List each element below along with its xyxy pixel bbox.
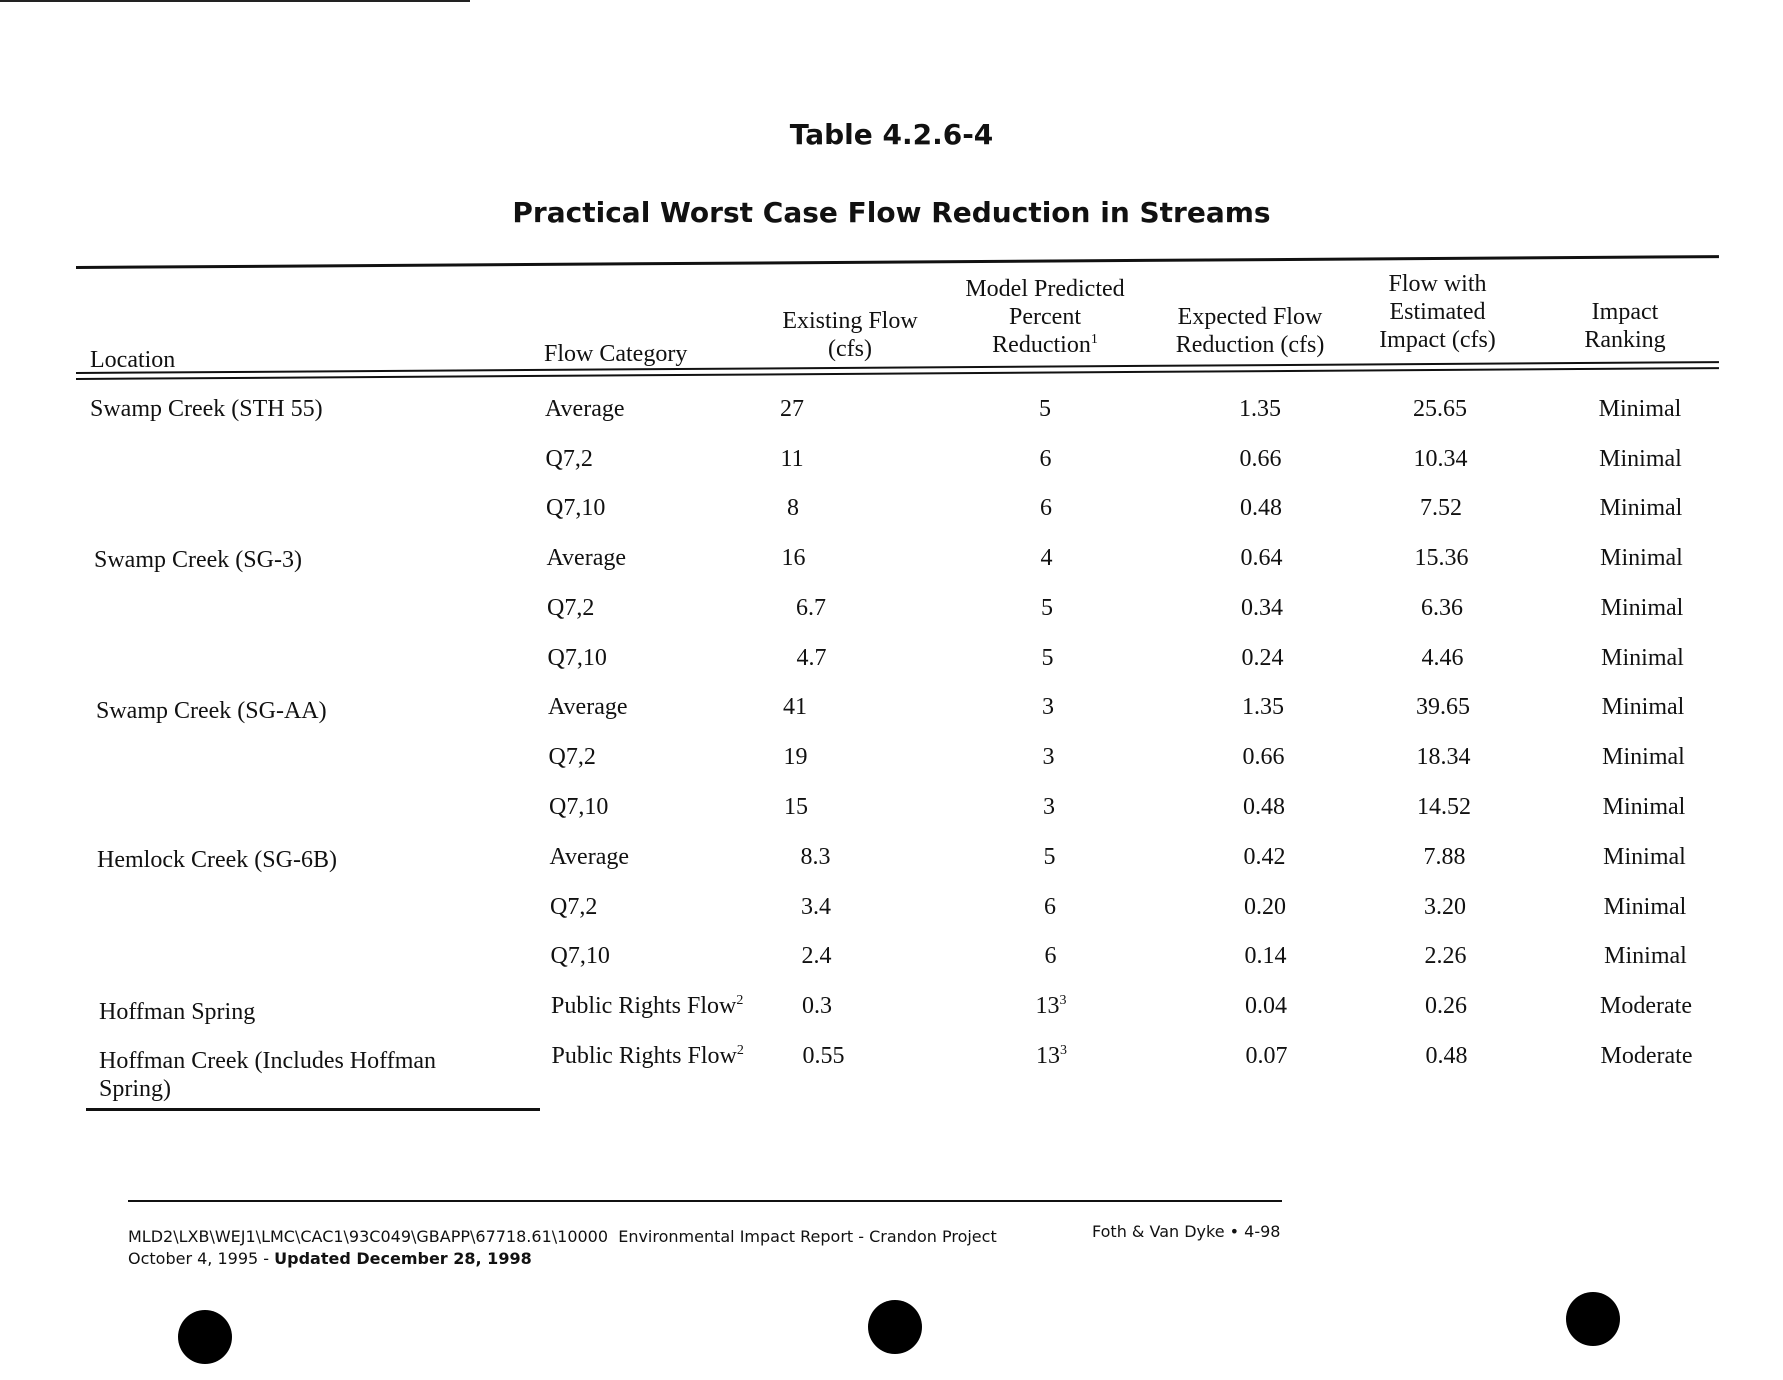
cell-flow-with-impact bbox=[1377, 1042, 1517, 1070]
cell-flow-with-impact bbox=[1376, 992, 1516, 1020]
cell-expected-reduction bbox=[1200, 395, 1320, 423]
cell-expected-reduction-text: 0.48 bbox=[1243, 794, 1285, 821]
cell-impact-ranking-text: Minimal bbox=[1603, 843, 1686, 870]
cell-flow-with-impact-text: 2.26 bbox=[1424, 943, 1467, 970]
footnote-marker-1: 1 bbox=[1090, 332, 1098, 347]
cell-flow-with-impact-text: 0.26 bbox=[1425, 992, 1467, 1019]
cell-expected-reduction bbox=[1202, 594, 1322, 622]
cell-flow-category-text: Public Rights Flow bbox=[551, 992, 737, 1019]
cell-impact-ranking bbox=[1578, 693, 1708, 721]
cell-impact-ranking-text: Minimal bbox=[1602, 794, 1686, 821]
location-hoffman-spring: Hoffman Spring bbox=[99, 999, 256, 1025]
cell-percent-reduction-text: 5 bbox=[1039, 396, 1051, 422]
cell-expected-reduction-text: 0.24 bbox=[1241, 644, 1284, 671]
cell-expected-reduction-text: 0.42 bbox=[1243, 843, 1286, 870]
cell-percent-reduction bbox=[997, 544, 1097, 572]
cell-flow-with-impact-text: 25.65 bbox=[1413, 396, 1467, 422]
cell-flow-category bbox=[551, 942, 610, 970]
cell-impact-ranking-text: Minimal bbox=[1598, 396, 1682, 422]
cell-existing-flow-text: 15 bbox=[784, 794, 808, 821]
cell-impact-ranking bbox=[1581, 942, 1711, 970]
cell-flow-with-impact bbox=[1372, 544, 1512, 572]
footer-firm-page: Foth & Van Dyke • 4-98 bbox=[1092, 1222, 1281, 1241]
cell-flow-category bbox=[549, 743, 596, 771]
cell-flow-category bbox=[548, 644, 607, 672]
header-flow-with-line1: Flow with bbox=[1388, 271, 1487, 297]
cell-existing-flow-text: 3.4 bbox=[801, 893, 831, 920]
cell-flow-with-impact bbox=[1374, 793, 1514, 821]
cell-expected-reduction bbox=[1201, 445, 1321, 473]
table-number: Table 4.2.6-4 bbox=[789, 118, 994, 151]
cell-existing-flow bbox=[780, 395, 880, 423]
cell-existing-flow bbox=[801, 893, 901, 921]
header-flow-with-line2: Estimated bbox=[1389, 299, 1486, 325]
header-flow-with-line3: Impact (cfs) bbox=[1379, 327, 1496, 353]
cell-expected-reduction bbox=[1203, 693, 1323, 721]
cell-impact-ranking-text: Minimal bbox=[1599, 445, 1682, 472]
cell-existing-flow bbox=[787, 494, 887, 522]
cell-flow-category-text: Q7,10 bbox=[546, 495, 606, 522]
binder-hole-center bbox=[868, 1300, 922, 1354]
cell-percent-reduction bbox=[996, 494, 1096, 522]
cell-existing-flow bbox=[783, 693, 883, 721]
cell-flow-category-text: Q7,10 bbox=[547, 644, 607, 671]
cell-existing-flow-text: 16 bbox=[781, 544, 806, 571]
cell-flow-category bbox=[546, 445, 593, 473]
cell-percent-reduction bbox=[1001, 992, 1101, 1020]
location-hemlock-creek-sg6b: Hemlock Creek (SG-6B) bbox=[97, 847, 337, 873]
location-swamp-creek-sth55: Swamp Creek (STH 55) bbox=[90, 396, 323, 422]
cell-impact-ranking-text: Minimal bbox=[1600, 595, 1684, 622]
location-swamp-creek-sg3: Swamp Creek (SG-3) bbox=[94, 547, 302, 573]
cell-percent-reduction-text: 5 bbox=[1041, 644, 1054, 671]
cell-flow-category-text: Q7,10 bbox=[550, 943, 610, 970]
cell-flow-with-impact-text: 0.48 bbox=[1425, 1043, 1468, 1070]
cell-impact-ranking-text: Minimal bbox=[1600, 544, 1683, 571]
cell-flow-with-impact bbox=[1373, 693, 1513, 721]
cell-expected-reduction-text: 0.04 bbox=[1245, 992, 1287, 1019]
cell-existing-flow bbox=[797, 644, 897, 672]
cell-percent-reduction-text: 6 bbox=[1040, 495, 1052, 522]
cell-existing-flow-text: 6.7 bbox=[796, 595, 826, 622]
cell-expected-reduction-text: 0.14 bbox=[1244, 943, 1287, 970]
cell-existing-flow-text: 41 bbox=[783, 694, 807, 721]
cell-impact-ranking-text: Minimal bbox=[1601, 694, 1685, 721]
cell-flow-with-impact bbox=[1370, 395, 1510, 423]
footer-rule bbox=[128, 1200, 1282, 1202]
cell-flow-category-text: Q7,2 bbox=[548, 743, 596, 770]
cell-percent-reduction bbox=[999, 793, 1099, 821]
cell-flow-category-text: Q7,2 bbox=[545, 445, 593, 472]
cell-impact-ranking bbox=[1576, 445, 1706, 473]
cell-expected-reduction-text: 0.07 bbox=[1245, 1043, 1288, 1070]
cell-existing-flow bbox=[803, 1042, 903, 1070]
cell-existing-flow bbox=[784, 793, 884, 821]
cell-percent-reduction bbox=[999, 743, 1099, 771]
cell-existing-flow-text: 8.3 bbox=[800, 843, 831, 870]
cell-impact-ranking bbox=[1579, 743, 1709, 771]
cell-flow-category bbox=[545, 395, 625, 423]
cell-percent-reduction-text: 3 bbox=[1042, 694, 1054, 721]
cell-existing-flow-text: 2.4 bbox=[801, 943, 832, 970]
cell-percent-reduction-text: 13 bbox=[1036, 1043, 1060, 1070]
cell-impact-ranking-text: Minimal bbox=[1602, 743, 1685, 770]
cell-existing-flow-text: 0.55 bbox=[802, 1043, 845, 1070]
header-model-line2: Percent bbox=[1009, 304, 1081, 330]
cell-percent-reduction-text: 4 bbox=[1040, 544, 1053, 571]
footnote-marker: 2 bbox=[736, 992, 744, 1008]
cell-percent-reduction bbox=[998, 644, 1098, 672]
header-expected-line1: Expected Flow bbox=[1177, 304, 1323, 330]
cell-expected-reduction bbox=[1203, 644, 1323, 672]
cell-impact-ranking-text: Minimal bbox=[1604, 943, 1687, 970]
cell-percent-reduction bbox=[1000, 893, 1100, 921]
table-bottom-rule bbox=[86, 1108, 540, 1111]
cell-flow-with-impact-text: 14.52 bbox=[1417, 794, 1471, 821]
footer-line1 bbox=[128, 1226, 997, 1248]
footnote-marker: 3 bbox=[1059, 992, 1067, 1008]
cell-flow-category-text: Average bbox=[548, 694, 628, 721]
cell-percent-reduction-text: 6 bbox=[1044, 893, 1056, 920]
cell-flow-category-text: Average bbox=[545, 396, 625, 422]
cell-existing-flow bbox=[782, 544, 882, 572]
cell-expected-reduction-text: 1.35 bbox=[1239, 396, 1281, 422]
cell-existing-flow bbox=[784, 743, 884, 771]
cell-impact-ranking bbox=[1579, 793, 1709, 821]
header-location: Location bbox=[90, 347, 176, 373]
cell-flow-category bbox=[547, 544, 627, 572]
cell-flow-with-impact-text: 7.52 bbox=[1420, 495, 1462, 522]
cell-percent-reduction-text: 6 bbox=[1044, 943, 1057, 970]
cell-flow-category bbox=[547, 594, 594, 622]
cell-existing-flow-text: 27 bbox=[780, 396, 804, 422]
cell-percent-reduction-text: 6 bbox=[1039, 445, 1052, 472]
cell-existing-flow bbox=[796, 594, 896, 622]
cell-flow-with-impact bbox=[1376, 942, 1516, 970]
cell-impact-ranking bbox=[1577, 594, 1707, 622]
table-top-rule bbox=[76, 255, 1719, 269]
cell-expected-reduction-text: 0.66 bbox=[1242, 743, 1285, 770]
cell-impact-ranking-text: Moderate bbox=[1600, 992, 1692, 1019]
cell-flow-category bbox=[550, 893, 597, 921]
cell-expected-reduction bbox=[1201, 494, 1321, 522]
cell-flow-with-impact bbox=[1371, 445, 1511, 473]
cell-flow-with-impact bbox=[1374, 743, 1514, 771]
footer-report-name: Environmental Impact Report - Crandon Project bbox=[618, 1227, 997, 1246]
header-existing-flow-line2: (cfs) bbox=[828, 336, 872, 362]
cell-percent-reduction bbox=[996, 445, 1096, 473]
cell-impact-ranking bbox=[1582, 1042, 1712, 1070]
cell-expected-reduction bbox=[1204, 743, 1324, 771]
cell-expected-reduction-text: 0.34 bbox=[1241, 595, 1283, 622]
header-impact-line2: Ranking bbox=[1584, 327, 1666, 353]
header-impact-line1: Impact bbox=[1591, 299, 1659, 325]
cell-impact-ranking bbox=[1576, 494, 1706, 522]
header-model-line3-text: Reduction bbox=[992, 332, 1091, 358]
cell-flow-with-impact-text: 6.36 bbox=[1421, 595, 1463, 622]
cell-existing-flow-text: 8 bbox=[787, 495, 799, 522]
cell-impact-ranking bbox=[1577, 544, 1707, 572]
cell-percent-reduction-text: 5 bbox=[1043, 843, 1056, 870]
cell-percent-reduction bbox=[1001, 942, 1101, 970]
cell-flow-with-impact bbox=[1372, 594, 1512, 622]
header-existing-flow-line1: Existing Flow bbox=[782, 308, 918, 334]
cell-impact-ranking-text: Minimal bbox=[1599, 495, 1683, 522]
header-model-predicted bbox=[940, 275, 1150, 359]
cell-expected-reduction bbox=[1205, 893, 1325, 921]
cell-flow-with-impact bbox=[1375, 843, 1515, 871]
header-impact-ranking bbox=[1555, 298, 1695, 354]
cell-expected-reduction-text: 0.48 bbox=[1240, 495, 1282, 522]
location-swamp-creek-sgaa: Swamp Creek (SG-AA) bbox=[96, 698, 327, 724]
header-model-line3 bbox=[940, 331, 1150, 359]
cell-impact-ranking bbox=[1578, 644, 1708, 672]
cell-expected-reduction-text: 0.64 bbox=[1240, 544, 1283, 571]
cell-flow-with-impact bbox=[1375, 893, 1515, 921]
cell-impact-ranking-text: Minimal bbox=[1603, 893, 1687, 920]
cell-flow-category-text: Q7,2 bbox=[550, 893, 598, 920]
footer-line2 bbox=[128, 1248, 997, 1270]
cell-flow-category bbox=[549, 793, 608, 821]
cell-existing-flow-text: 19 bbox=[783, 743, 808, 770]
cell-expected-reduction bbox=[1204, 793, 1324, 821]
cell-percent-reduction-text: 5 bbox=[1041, 595, 1053, 622]
cell-flow-category-text: Q7,10 bbox=[549, 794, 609, 821]
cell-existing-flow bbox=[801, 843, 901, 871]
cell-expected-reduction bbox=[1206, 992, 1326, 1020]
header-expected-line2: Reduction (cfs) bbox=[1175, 332, 1325, 358]
cell-flow-category-text: Public Rights Flow bbox=[551, 1043, 737, 1070]
cell-percent-reduction-text: 13 bbox=[1035, 992, 1060, 1019]
cell-flow-with-impact-text: 3.20 bbox=[1424, 893, 1466, 920]
cell-impact-ranking bbox=[1581, 992, 1711, 1020]
header-rule-lower bbox=[76, 367, 1719, 380]
cell-flow-with-impact-text: 10.34 bbox=[1413, 445, 1468, 472]
cell-percent-reduction bbox=[1000, 843, 1100, 871]
cell-existing-flow-text: 11 bbox=[780, 445, 804, 472]
cell-expected-reduction bbox=[1205, 843, 1325, 871]
binder-hole-left bbox=[178, 1310, 232, 1364]
cell-flow-with-impact bbox=[1373, 644, 1513, 672]
footer-file-path: MLD2\LXB\WEJ1\LMC\CAC1\93C049\GBAPP\67718.61\10000 bbox=[128, 1227, 609, 1246]
cell-expected-reduction-text: 1.35 bbox=[1242, 694, 1284, 721]
cell-expected-reduction bbox=[1207, 1042, 1327, 1070]
header-flow-category: Flow Category bbox=[544, 341, 688, 367]
cell-flow-with-impact bbox=[1371, 494, 1511, 522]
footer-left bbox=[128, 1226, 997, 1270]
location-hoffman-creek: Hoffman Creek (Includes Hoffman Spring) bbox=[99, 1048, 437, 1102]
cell-impact-ranking bbox=[1580, 893, 1710, 921]
footer-date: October 4, 1995 - bbox=[128, 1249, 275, 1268]
table-title: Practical Worst Case Flow Reduction in Streams bbox=[512, 196, 1271, 229]
cell-expected-reduction-text: 0.20 bbox=[1244, 893, 1286, 920]
footnote-marker: 3 bbox=[1060, 1043, 1067, 1059]
cell-flow-category-text: Average bbox=[549, 843, 629, 870]
header-model-line1: Model Predicted bbox=[965, 276, 1125, 302]
header-existing-flow bbox=[760, 307, 940, 363]
cell-existing-flow-text: 0.3 bbox=[802, 992, 832, 1019]
cell-existing-flow bbox=[781, 445, 881, 473]
scan-edge-line bbox=[0, 0, 470, 2]
cell-percent-reduction-text: 3 bbox=[1042, 743, 1055, 770]
cell-flow-category bbox=[548, 693, 628, 721]
cell-impact-ranking bbox=[1575, 395, 1705, 423]
cell-flow-with-impact-text: 18.34 bbox=[1416, 743, 1471, 770]
cell-flow-with-impact-text: 4.46 bbox=[1421, 644, 1464, 671]
binder-hole-right bbox=[1566, 1292, 1620, 1346]
cell-expected-reduction bbox=[1202, 544, 1322, 572]
cell-expected-reduction bbox=[1206, 942, 1326, 970]
cell-expected-reduction-text: 0.66 bbox=[1239, 445, 1282, 472]
cell-percent-reduction bbox=[995, 395, 1095, 423]
cell-impact-ranking bbox=[1580, 843, 1710, 871]
cell-percent-reduction-text: 3 bbox=[1043, 794, 1055, 821]
header-flow-with-impact bbox=[1350, 270, 1525, 354]
cell-existing-flow-text: 4.7 bbox=[796, 644, 827, 671]
cell-flow-category bbox=[552, 1042, 744, 1070]
cell-flow-with-impact-text: 15.36 bbox=[1414, 544, 1469, 571]
cell-flow-category bbox=[546, 494, 605, 522]
cell-percent-reduction bbox=[998, 693, 1098, 721]
cell-impact-ranking-text: Moderate bbox=[1600, 1043, 1693, 1070]
footer-updated-date: Updated December 28, 1998 bbox=[274, 1249, 532, 1268]
cell-flow-category bbox=[551, 992, 743, 1020]
cell-flow-category-text: Q7,2 bbox=[547, 595, 595, 622]
cell-existing-flow bbox=[802, 992, 902, 1020]
cell-flow-category bbox=[550, 843, 630, 871]
cell-percent-reduction bbox=[1002, 1042, 1102, 1070]
cell-existing-flow bbox=[802, 942, 902, 970]
footnote-marker: 2 bbox=[736, 1043, 744, 1059]
cell-impact-ranking-text: Minimal bbox=[1601, 644, 1684, 671]
cell-percent-reduction bbox=[997, 594, 1097, 622]
cell-flow-with-impact-text: 7.88 bbox=[1423, 843, 1466, 870]
cell-flow-with-impact-text: 39.65 bbox=[1416, 694, 1470, 721]
header-expected-flow bbox=[1150, 303, 1350, 359]
cell-flow-category-text: Average bbox=[546, 544, 626, 571]
